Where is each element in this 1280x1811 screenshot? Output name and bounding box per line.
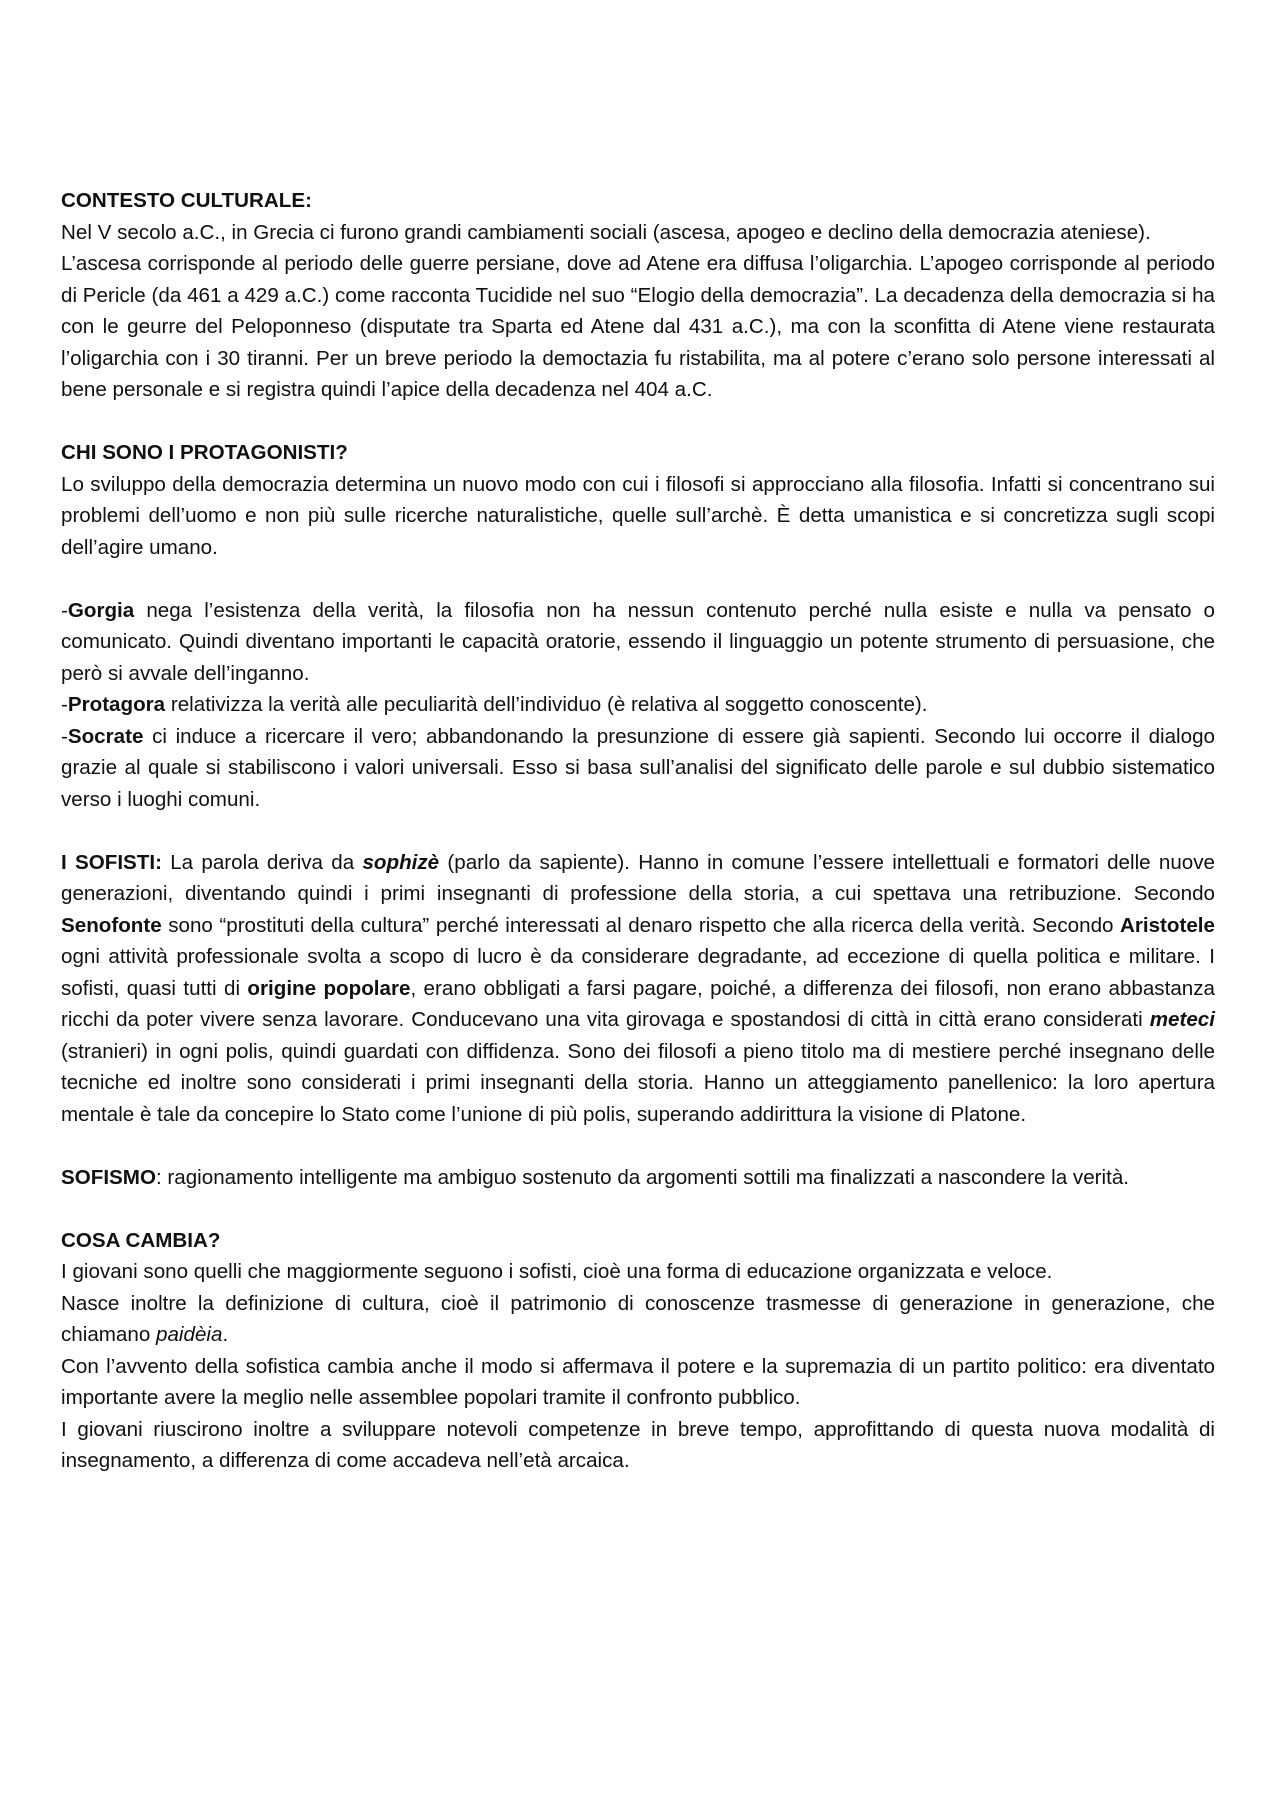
term-meteci: meteci [1149,1008,1215,1031]
paragraph-sofisti [61,847,1215,1131]
section-sofisti [61,847,1215,1131]
heading-cosa-cambia: COSA CAMBIA? [61,1228,221,1252]
section-sofismo [61,1162,1215,1194]
text: (stranieri) in ogni polis, quindi guardati con diffidenza. Sono dei filosofi a pieno titolo ma di mestiere perché insegnano delle tecniche ed inoltre sono considerati i primi insegnanti della storia. Hanno un atteggiamento panellenico: la loro apertura mentale è tale da concepire lo Stato come l’unione di più polis, superando addirittura la visione di Platone. [61,1039,1215,1126]
name-senofonte: Senofonte [61,913,162,937]
dash: - [61,724,68,748]
name-aristotele: Aristotele [1120,913,1215,937]
paragraph [61,1288,1215,1351]
paragraph: Con l’avvento della sofistica cambia anche il modo si affermava il potere e la supremazia di un partito politico: era diventato importante avere la meglio nelle assemblee popolari tramite il confronto pubblico. [61,1354,1215,1409]
heading-protagonisti: CHI SONO I PROTAGONISTI? [61,441,348,464]
section-cosa-cambia [61,1225,1215,1477]
text: (parlo da sapiente). Hanno in comune l’essere intellettuali e formatori delle nuove generazioni, diventando quindi i primi insegnanti di professione della storia, a cui spettava una retribuzione. Secondo [61,850,1215,905]
dash: - [61,693,68,716]
name-socrate: Socrate [67,724,144,748]
text: : ragionamento intelligente ma ambiguo sostenuto da argomenti sottili ma finalizzati a nascondere la verità. [155,1165,1129,1189]
text: Nasce inoltre la definizione di cultura, cioè il patrimonio di conoscenze trasmesse di generazione in generazione, che chiamano [61,1291,1215,1346]
text: sono “prostituti della cultura” perché interessati al denaro rispetto che alla ricerca della verità. Secondo [161,913,1120,937]
name-gorgia: Gorgia [67,598,135,622]
term-sophize: sophizè [362,850,440,874]
heading-sofisti: I SOFISTI: [61,850,162,874]
text: , erano obbligati a farsi pagare, poiché, a differenza dei filosofi, non erano abbastanza ricchi da poter vivere senza lavorare. Conducevano una vita girovaga e spostandosi di città in città erano considerati [61,976,1215,1031]
paragraph-socrate [61,721,1215,816]
paragraph-protagora [61,689,1215,721]
paragraph: I giovani sono quelli che maggiormente seguono i sofisti, cioè una forma di educazione organizzata e veloce. [61,1260,1053,1283]
paragraph-gorgia [61,595,1215,690]
text: . [222,1323,229,1346]
paragraph: I giovani riuscirono inoltre a sviluppare notevoli competenze in breve tempo, approfittando di questa nuova modalità di insegnamento, a differenza di come accadeva nell’età arcaica. [61,1417,1215,1472]
text: La parola deriva da [161,850,363,874]
section-contesto-culturale [61,185,1215,406]
paragraph: L’ascesa corrisponde al periodo delle guerre persiane, dove ad Atene era diffusa l’oligarchia. L’apogeo corrisponde al periodo di Pericle (da 461 a 429 a.C.) come racconta Tucidide nel suo “Elogio della democrazia”. La decadenza della democrazia si ha con le geurre del Peloponneso (disputate tra Sparta ed Atene dal 431 a.C.), ma con la sconfitta di Atene viene restaurata l’oligarchia con i 30 tiranni. Per un breve periodo la democtazia fu ristabilita, ma al potere c’erano solo persone interessati al bene personale e si registra quindi l’apice della decadenza nel 404 a.C. [61,252,1215,401]
term-sofismo: SOFISMO [61,1165,156,1189]
paragraph: Lo sviluppo della democrazia determina un nuovo modo con cui i filosofi si approcciano alla filosofia. Infatti si concentrano sui problemi dell’uomo e non più sulle ricerche naturalistiche, quelle sull’archè. È detta umanistica e si concretizza sugli scopi dell’agire umano. [61,472,1215,559]
section-protagonisti [61,437,1215,563]
term-paideia: paidèia [156,1323,223,1346]
section-filosofi [61,595,1215,816]
text: nega l’esistenza della verità, la filosofia non ha nessun contenuto perché nulla esiste e nulla va pensato o comunicato. Quindi diventano importanti le capacità oratorie, essendo il linguaggio un potente strumento di persuasione, che però si avvale dell’inganno. [61,598,1215,685]
paragraph-sofismo [61,1162,1215,1194]
paragraph: Nel V secolo a.C., in Grecia ci furono grandi cambiamenti sociali (ascesa, apogeo e declino della democrazia ateniese). [61,220,1151,244]
dash: - [61,598,68,622]
text: ogni attività professionale svolta a scopo di lucro è da considerare degradante, ad eccezione di quella politica e militare. I sofisti, quasi tutti di [61,945,1215,1000]
text: ci induce a ricercare il vero; abbandonando la presunzione di essere già sapienti. Secondo lui occorre il dialogo grazie al quale si stabiliscono i valori universali. Esso si basa sull’analisi del significato delle parole e sul dubbio sistematico verso i luoghi comuni. [61,724,1215,811]
heading-contesto-culturale: CONTESTO CULTURALE: [61,189,312,212]
term-origine-popolare: origine popolare [247,976,411,1000]
text: relativizza la verità alle peculiarità dell’individuo (è relativa al soggetto conoscente). [165,693,928,716]
name-protagora: Protagora [67,693,166,716]
